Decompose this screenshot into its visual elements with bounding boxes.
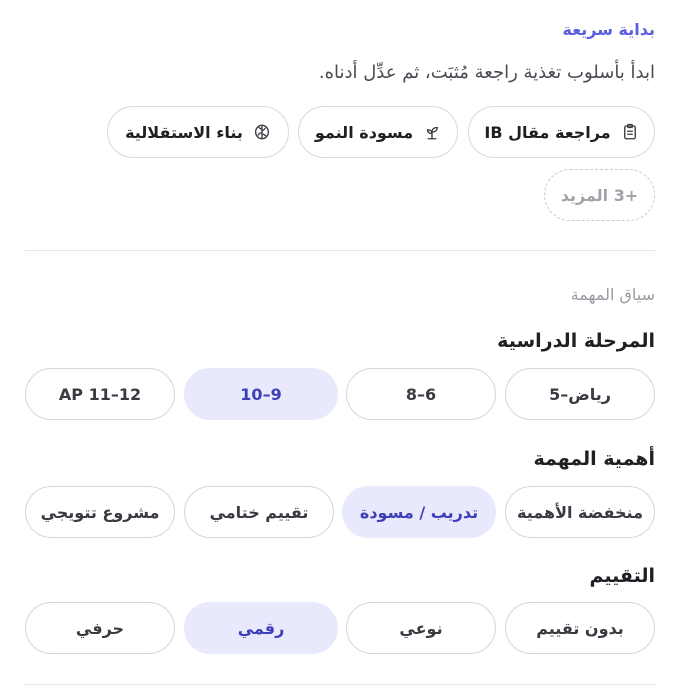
feedback-setup-panel	[25, 0, 655, 692]
preset-label: مسودة النمو	[314, 122, 414, 142]
task-stakes-title: أهمية المهمة	[533, 448, 655, 470]
preset-growth-draft[interactable]	[298, 106, 458, 158]
grading-option-numeric[interactable]: رقمي	[184, 602, 338, 654]
divider	[25, 250, 655, 251]
divider	[25, 684, 655, 685]
brain-icon	[253, 123, 271, 141]
stakes-option-capstone[interactable]: مشروع تتويجي	[25, 486, 175, 538]
grading-option-qualitative[interactable]: نوعي	[346, 602, 496, 654]
stakes-option-practice-draft[interactable]: تدريب / مسودة	[342, 486, 496, 538]
sprout-icon	[423, 123, 441, 141]
preset-ib-essay-review[interactable]	[468, 106, 655, 158]
grading-title: التقييم	[589, 565, 655, 587]
grading-option-letter[interactable]: حرفي	[25, 602, 175, 654]
grade-level-title: المرحلة الدراسية	[497, 330, 655, 352]
task-context-title: سياق المهمة	[570, 285, 655, 304]
grading-option-none[interactable]: بدون تقييم	[505, 602, 655, 654]
grade-option-k5[interactable]: رياض–5	[505, 368, 655, 420]
more-presets-button[interactable]: +3 المزيد	[544, 169, 655, 221]
grade-option-9-10[interactable]: 9–10	[184, 368, 338, 420]
grade-option-6-8[interactable]: 6–8	[346, 368, 496, 420]
stakes-option-summative[interactable]: تقييم ختامي	[184, 486, 334, 538]
clipboard-icon	[621, 123, 639, 141]
quick-start-subtitle: ابدأ بأسلوب تغذية راجعة مُثبَت، ثم عدِّل أدناه.	[318, 62, 655, 83]
grade-option-ap-11-12[interactable]: AP 11–12	[25, 368, 175, 420]
preset-label: بناء الاستقلالية	[125, 122, 243, 142]
preset-build-independence[interactable]	[107, 106, 289, 158]
preset-label: مراجعة مقال IB	[484, 122, 611, 142]
quick-start-title: بداية سريعة	[562, 20, 655, 39]
stakes-option-low[interactable]: منخفضة الأهمية	[505, 486, 655, 538]
